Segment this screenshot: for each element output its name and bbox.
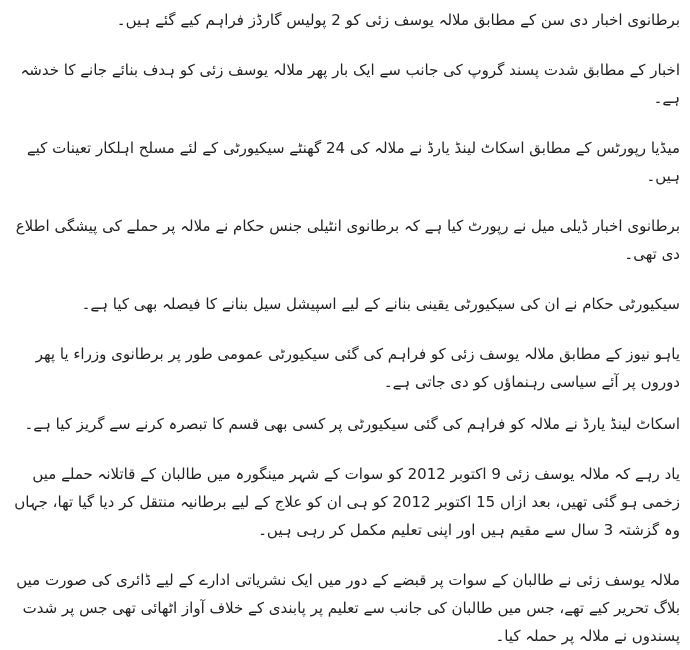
paragraph-special-cell: سیکیورٹی حکام نے ان کی سیکیورٹی یقینی بنانے کے لیے اسپیشل سیل بنانے کا فیصلہ بھی کیا ہے۔ [81, 295, 680, 313]
paragraph-daily-mail: برطانوی اخبار ڈیلی میل نے رپورٹ کیا ہے کہ برطانوی انٹیلی جنس حکام نے ملالہ پر حملے کی پیشگی اطلاع دی تھی۔ [15, 217, 680, 263]
paragraph-blog: ملالہ یوسف زئی نے طالبان کے سوات پر قبضے کے دور میں ایک نشریاتی ادارے کے لیے ڈائری کی صورت میں بلاگ تحریر کیے تھے، جس میں طالبان کی جانب سے تعلیم پر پابندی کے خلاف آواز اٹھائی تھی جس پر شدت پسندوں نے ملالہ پر حملہ کیا۔ [16, 571, 680, 645]
paragraph-threat: اخبار کے مطابق شدت پسند گروپ کی جانب سے ایک بار پھر ملالہ یوسف زئی کو ہدف بنائے جانے کا خدشہ ہے۔ [20, 61, 680, 107]
paragraph-scotland-yard: میڈیا رپورٹس کے مطابق اسکاٹ لینڈ یارڈ نے ملالہ کی 24 گھنٹے سیکیورٹی کے لئے مسلح اہلکار تعینات کیے ہیں۔ [26, 139, 680, 185]
paragraph-no-comment: اسکاٹ لینڈ یارڈ نے ملالہ کو فراہم کی گئی سیکیورٹی پر کسی بھی قسم کا تبصرہ کرنے سے گریز کیا ہے۔ [24, 415, 680, 433]
paragraph-background: یاد رہے کہ ملالہ یوسف زئی 9 اکتوبر 2012 کو سوات کے شہر مینگورہ میں طالبان کے قاتلانہ حملے میں زخمی ہو گئی تھیں، بعد ازاں 15 اکتوبر 2012 کو ہی ان کو علاج کے لیے برطانیہ منتقل کر دیا گیا تھا، جہاں وہ گزشتہ 3 سال سے مقیم ہیں اور اپنی تعلیم مکمل کر رہی ہیں۔ [14, 465, 680, 539]
paragraph-security-guards: برطانوی اخبار دی سن کے مطابق ملالہ یوسف زئی کو 2 پولیس گارڈز فراہم کیے گئے ہیں۔ [116, 11, 680, 29]
paragraph-yahoo-news: یاہو نیوز کے مطابق ملالہ یوسف زئی کو فراہم کی گئی سیکیورٹی عمومی طور پر برطانوی وزراء یا پھر دوروں پر آئے سیاسی رہنماؤں کو دی جاتی ہے۔ [35, 345, 680, 391]
